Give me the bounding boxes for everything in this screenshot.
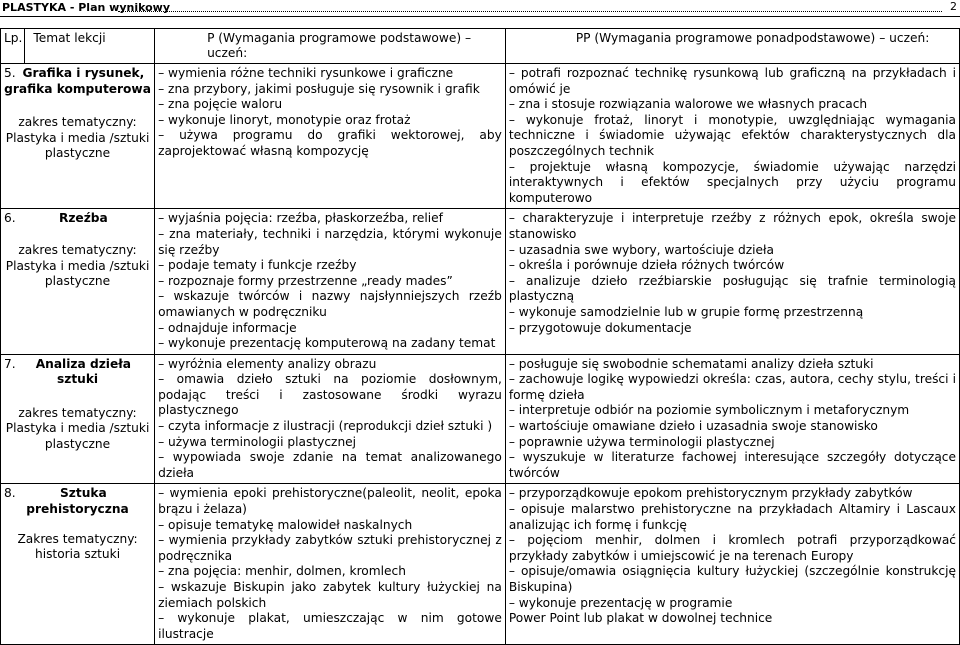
list-item: – wyróżnia elementy analizy obrazu bbox=[158, 356, 377, 371]
header-lp: Lp. bbox=[1, 29, 25, 64]
dotted-leader bbox=[118, 11, 942, 12]
table-row bbox=[1, 354, 960, 484]
header-topic: Temat lekcji bbox=[25, 29, 155, 64]
list-item: – wykonuje linoryt, monotypie oraz frotaż bbox=[158, 112, 411, 127]
list-item: – uzasadnia swe wybory, wartościuje dzieła bbox=[508, 242, 774, 257]
list-item: – zna przybory, jakimi posługuje się rysownik i grafik bbox=[158, 81, 480, 96]
topic-scope: zakres tematyczny: Plastyka i media /sztuki plastyczne bbox=[5, 242, 150, 289]
list-item: – wykonuje frotaż, linoryt i monotypie, uwzględniając wymagania techniczne i świadomie używając efektów charakterystycznych dla poszczególnych technik bbox=[508, 112, 956, 158]
topic-scope: zakres tematyczny: Plastyka i media /sztuki plastyczne bbox=[5, 115, 150, 161]
list-item: – zachowuje logikę wypowiedzi określa: czas, autora, cechy stylu, treści i formę dzieła bbox=[508, 372, 956, 402]
header-advanced: PP (Wymagania programowe ponadpodstawowe) – uczeń: bbox=[505, 29, 959, 64]
list-item: – wskazuje twórców i nazwy najsłynniejszych rzeźb omawianych w podręczniku bbox=[158, 289, 502, 319]
list-item: – wyjaśnia pojęcia: rzeźba, płaskorzeźba, relief bbox=[158, 211, 443, 226]
table-row bbox=[1, 64, 960, 209]
list-item: – analizuje dzieło rzeźbiarskie posługując się trafnie terminologią plastyczną bbox=[508, 273, 956, 304]
basic-requirements bbox=[155, 484, 506, 645]
list-item: – wykonuje plakat, umieszczając w nim gotowe ilustracje bbox=[158, 611, 502, 641]
list-item: – określa i porównuje dzieła różnych twórców bbox=[508, 258, 785, 273]
topic-cell bbox=[1, 354, 155, 484]
list-item: – wymienia przykłady zabytków sztuki prehistorycznej z podręcznika bbox=[158, 533, 502, 563]
basic-requirements bbox=[155, 64, 506, 209]
list-item: – opisuje malarstwo prehistoryczne na przykładach Altamiry i Lascaux analizując ich formę i funkcję bbox=[508, 502, 956, 532]
topic-cell bbox=[1, 64, 155, 209]
row-number: 6. bbox=[4, 211, 16, 226]
list-item: – wykonuje samodzielnie lub w grupie formę przestrzenną bbox=[508, 304, 864, 319]
list-item: – potrafi rozpoznać technikę rysunkową lub graficzną na przykładach i omówić je bbox=[508, 66, 956, 96]
list-item: – rozpoznaje formy przestrzenne „ready mades” bbox=[158, 273, 453, 288]
page-number: 2 bbox=[950, 0, 957, 13]
list-item: – podaje tematy i funkcje rzeźby bbox=[158, 258, 357, 273]
list-item: – odnajduje informacje bbox=[158, 320, 297, 335]
row-number: 5. bbox=[4, 66, 16, 80]
list-item: – opisuje/omawia osiągnięcia kultury łużyckiej (szczególnie konstrukcję Biskupina) bbox=[508, 564, 956, 594]
list-item: – projektuje własną kompozycje, świadomie używając narzędzi interaktywnych i efektów specjalnych przy użyciu programu komputerowo bbox=[508, 159, 956, 205]
topic-title: Analiza dzieła sztuki bbox=[35, 356, 131, 387]
list-item: – wymienia epoki prehistoryczne(paleolit, neolit, epoka brązu i żelaza) bbox=[158, 486, 502, 517]
header-basic: P (Wymagania programowe podstawowe) – uczeń: bbox=[155, 29, 506, 64]
advanced-requirements bbox=[505, 64, 959, 209]
topic-cell bbox=[1, 484, 155, 645]
topic-title: Grafika i rysunek, grafika komputerowa bbox=[4, 66, 151, 96]
list-item: – przyporządkowuje epokom prehistorycznym przykłady zabytków bbox=[508, 486, 913, 501]
table-row bbox=[1, 209, 960, 354]
advanced-requirements bbox=[505, 484, 959, 645]
list-item: – wykonuje prezentację komputerową na zadany temat bbox=[158, 336, 496, 351]
list-item: – czyta informacje z ilustracji (reprodukcji dzieł sztuki ) bbox=[158, 419, 493, 434]
topic-title: Rzeźba bbox=[58, 211, 108, 226]
list-item: Power Point lub plakat w dowolnej technice bbox=[508, 611, 773, 626]
list-item: – wyszukuje w literaturze fachowej interesujące szczegóły dotyczące twórców bbox=[508, 450, 956, 480]
basic-requirements bbox=[155, 209, 506, 354]
list-item: – charakteryzuje i interpretuje rzeźby z różnych epok, określa swoje stanowisko bbox=[508, 211, 956, 241]
list-item: – wymienia różne techniki rysunkowe i graficzne bbox=[158, 66, 454, 80]
topic-scope: zakres tematyczny: Plastyka i media /sztuki plastyczne bbox=[5, 405, 150, 452]
header-rule bbox=[0, 16, 960, 17]
topic-cell bbox=[1, 209, 155, 354]
plan-table bbox=[0, 28, 960, 645]
advanced-requirements bbox=[505, 209, 959, 354]
list-item: – wypowiada swoje zdanie na temat analizowanego dzieła bbox=[158, 450, 502, 480]
list-item: – zna pojęcie waloru bbox=[158, 97, 283, 112]
list-item: – przygotowuje dokumentacje bbox=[508, 320, 692, 335]
topic-scope: Zakres tematyczny: historia sztuki bbox=[17, 531, 138, 562]
list-item: – poprawnie używa terminologii plastycznej bbox=[508, 434, 775, 449]
list-item: – używa programu do grafiki wektorowej, aby zaprojektować własną kompozycję bbox=[158, 128, 502, 158]
topic-title: Sztuka prehistoryczna bbox=[26, 486, 129, 517]
basic-requirements bbox=[155, 354, 506, 484]
list-item: – zna materiały, techniki i narzędzia, którymi wykonuje się rzeźby bbox=[158, 226, 502, 257]
list-item: – zna i stosuje rozwiązania walorowe we własnych pracach bbox=[508, 97, 868, 112]
row-number: 8. bbox=[4, 486, 16, 501]
list-item: – wykonuje prezentację w programie bbox=[508, 595, 733, 610]
list-item: – omawia dzieło sztuki na poziomie dosłownym, podając treści i zastosowane środki wyrazu plastycznego bbox=[158, 372, 502, 418]
list-item: – wskazuje Biskupin jako zabytek kultury łużyckiej na ziemiach polskich bbox=[158, 580, 502, 610]
list-item: – interpretuje odbiór na poziomie symbolicznym i metaforycznym bbox=[508, 403, 910, 418]
list-item: – używa terminologii plastycznej bbox=[158, 434, 357, 449]
row-number: 7. bbox=[4, 356, 16, 371]
advanced-requirements bbox=[505, 354, 959, 484]
list-item: – posługuje się swobodnie schematami analizy dzieła sztuki bbox=[508, 356, 874, 371]
list-item: – opisuje tematykę malowideł naskalnych bbox=[158, 517, 413, 532]
document-title: PLASTYKA - Plan wynikowy bbox=[2, 1, 170, 14]
document-header bbox=[0, 0, 960, 16]
table-row bbox=[1, 484, 960, 645]
list-item: – wartościuje omawiane dzieło i uzasadnia swoje stanowisko bbox=[508, 419, 878, 434]
list-item: – zna pojęcia: menhir, dolmen, kromlech bbox=[158, 564, 406, 579]
table-header-row bbox=[1, 29, 960, 64]
list-item: – pojęciom menhir, dolmen i kromlech potrafi przyporządkować przykłady zabytków i umiejscowić je na terenach Europy bbox=[508, 533, 956, 563]
